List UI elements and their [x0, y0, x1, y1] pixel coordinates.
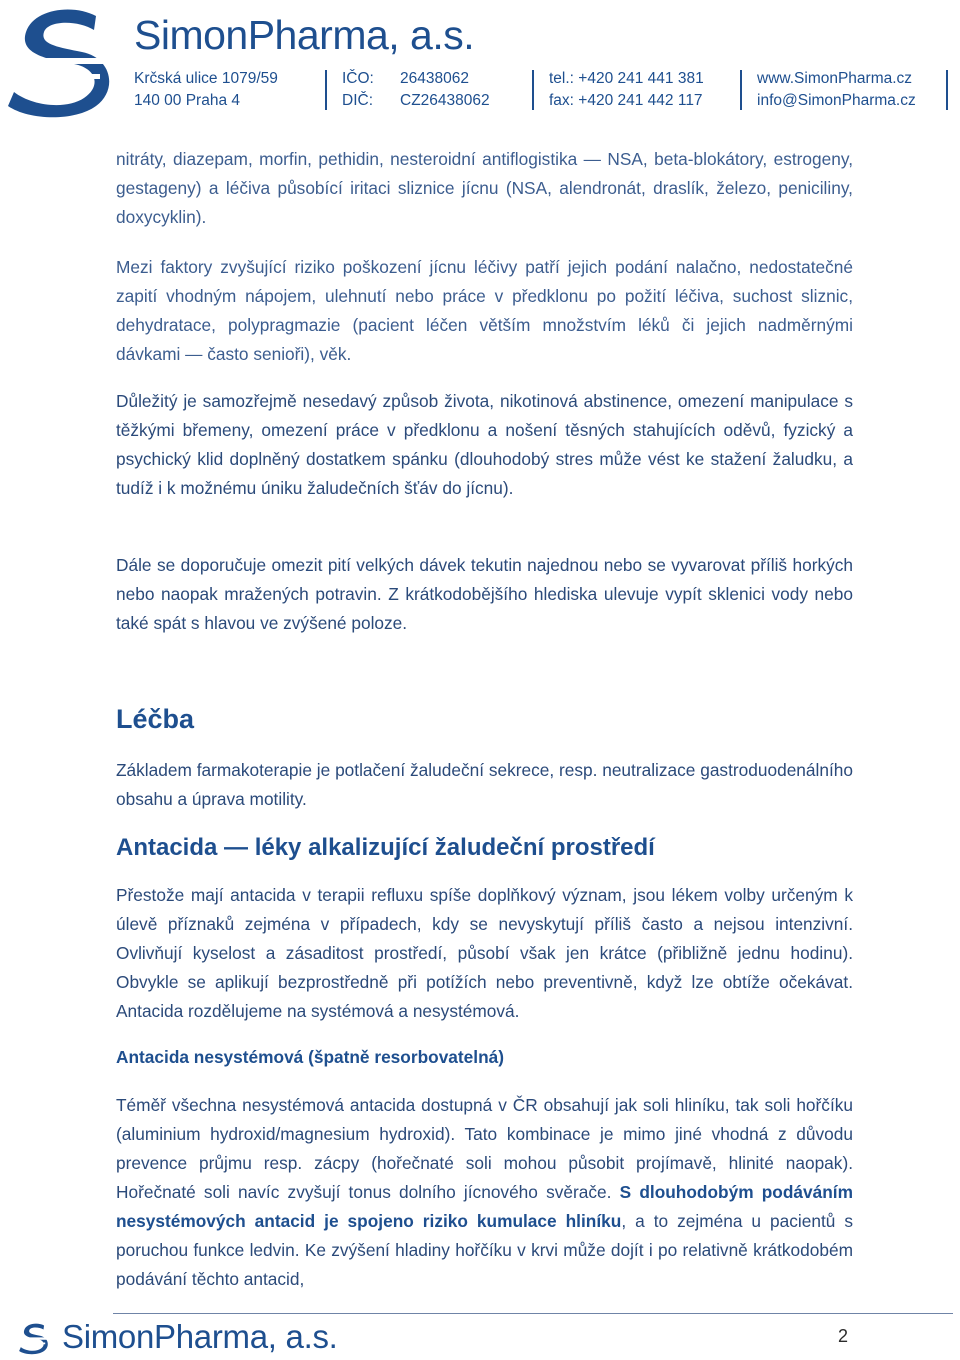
address-city: 140 00 Praha 4: [134, 92, 241, 109]
section-heading: Léčba: [116, 704, 195, 734]
divider: [532, 70, 534, 110]
paragraph-text: , a to zejména u pacientů s poruchou funkce ledvin. Ke zvýšení hladiny hořčíku v krvi může dojít i po relativně krátkodobém podávání těchto antacid,: [116, 1211, 853, 1289]
company-name: SimonPharma, a.s.: [134, 12, 475, 58]
paragraph: Mezi faktory zvyšující riziko poškození jícnu léčivy patří jejich podání nalačno, nedostatečné zapití vhodným nápojem, ulehnutí nebo práce v předklonu po požití léčiva, suchost sliznic, dehydratace, polypragmazie (pacient léčen větším množstvím léků či jejich nadměrnými dávkami — často senioři), věk.: [116, 257, 853, 364]
page-number: 2: [838, 1326, 849, 1346]
dic-label: DIČ:: [342, 92, 373, 109]
emphasis-text: S dlouhodobým podáváním nesystémových antacid je spojeno riziko kumulace hliníku: [116, 1182, 853, 1231]
phone-block: [549, 68, 704, 112]
ico-value: 26438062: [400, 70, 469, 87]
paragraph: Dále se doporučuje omezit pití velkých dávek tekutin najednou nebo se vyvarovat příliš horkých nebo naopak mražených potravin. Z krátkodobějšího hlediska ulevuje vypít sklenici vody nebo také spát s hlavou ve zvýšené poloze.: [116, 555, 853, 633]
minor-heading: Antacida nesystémová (špatně resorbovatelná): [116, 1047, 505, 1067]
footer-company-name: SimonPharma, a.s.: [62, 1318, 338, 1355]
address-street: Krčská ulice 1079/59: [134, 70, 278, 87]
subsection-heading: Antacida — léky alkalizující žaludeční prostředí: [116, 834, 655, 861]
letterhead: [0, 0, 960, 122]
simonpharma-logo-icon: [4, 2, 124, 118]
paragraph: nitráty, diazepam, morfin, pethidin, nesteroidní antiflogistika — NSA, beta-blokátory, estrogeny, gestageny) a léčiva působící iritaci sliznice jícnu (NSA, alendronát, draslík, železo, peniciliny, doxycyklin).: [116, 149, 853, 227]
paragraph-text: Téměř všechna nesystémová antacida dostupná v ČR obsahují jak soli hliníku, tak soli hořčíku (aluminium hydroxid/magnesium hydroxid). Tato kombinace je mimo jiné vhodná z důvodu prevence průjmu resp. zácpy (hořečnaté soli mohou působit projímavě, hlinité naopak). Hořečnaté soli navíc zvyšují tonus dolního jícnového svěrače.: [116, 1095, 853, 1202]
paragraph: [116, 1091, 853, 1294]
footer-divider: [113, 1313, 953, 1314]
email-link[interactable]: info@SimonPharma.cz: [757, 92, 916, 109]
divider: [325, 70, 327, 110]
paragraph: Základem farmakoterapie je potlačení žaludeční sekrece, resp. neutralizace gastroduodenálního obsahu a úprava motility.: [116, 760, 853, 809]
address-block: [134, 68, 278, 112]
divider: [740, 70, 742, 110]
fax-number: fax: +420 241 442 117: [549, 92, 703, 109]
paragraph: Důležitý je samozřejmě nesedavý způsob života, nikotinová abstinence, omezení manipulace s těžkými břemeny, omezení práce v předklonu a nošení těsných stahujících oděvů, fyzický a psychický klid doplněný dostatkem spánku (dlouhodobý stres může vést ke stažení žaludku, a tudíž i k možnému úniku žaludečních šťáv do jícnu).: [116, 391, 853, 498]
dic-value: CZ26438062: [400, 92, 490, 109]
phone-number: tel.: +420 241 441 381: [549, 70, 704, 87]
ico-label: IČO:: [342, 70, 374, 87]
registration-block: [342, 68, 490, 112]
paragraph: Přestože mají antacida v terapii refluxu spíše doplňkový význam, jsou lékem volby určeným k úlevě příznaků zejména v případech, kdy se nevyskytují příliš často a nejsou intenzivní. Ovlivňují kyselost a zásaditost prostředí, působí však jen krátce (přibližně jednu hodinu). Obvykle se aplikují bezprostředně při potížích nebo preventivně, když lze obtíže očekávat. Antacida rozdělujeme na systémová a nesystémová.: [116, 885, 853, 1021]
divider: [946, 70, 948, 110]
web-block: [757, 68, 916, 112]
simonpharma-logo-icon: [18, 1320, 52, 1356]
website-link[interactable]: www.SimonPharma.cz: [757, 70, 913, 87]
